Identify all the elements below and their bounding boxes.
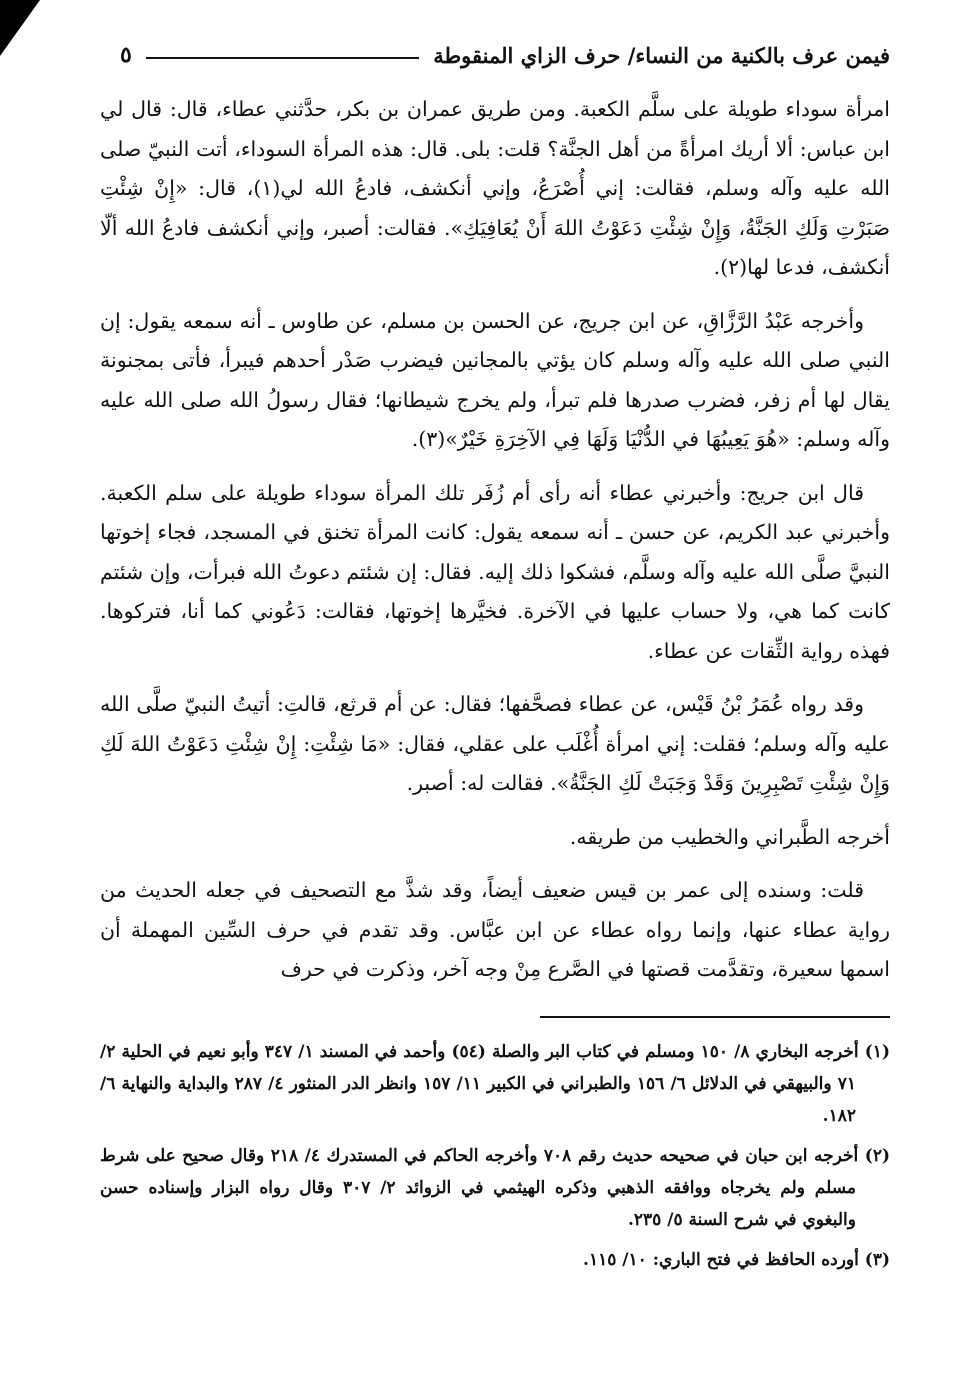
paragraph-3: قال ابن جريج: وأخبرني عطاء أنه رأى أم زُفَر تلك المرأة سوداء طويلة على سلم الكعبة. وأخبرني عبد الكريم، عن حسن ـ أنه سمعه يقول: كانت المرأة تخنق في المسجد، فجاء إخوتها النبيَّ صلَّى الله عليه وآله وسلَّم، فشكوا ذلك إليه. فقال: إن شئتم دعوتُ الله فبرأت، وإن شئتم كانت كما هي، ولا حساب عليها في الآخرة. فخيَّرها إخوتها، فقالت: دَعُوني كما أنا، فتركوها. فهذه رواية الثِّقات عن عطاء.: [100, 480, 890, 663]
paragraph-4: وقد رواه عُمَرُ بْنُ قَيْس، عن عطاء فصحَّفها؛ فقال: عن أم قرثع، قالتِ: أتيتُ النبيّ صلَّى الله عليه وآله وسلم؛ فقلت: إني امرأة أُغْلَب على عقلي، فقال: «مَا شِئْتِ: إِنْ شِئْتِ دَعَوْتُ اللهَ لَكِ وَإِنْ شِئْتِ تَصْبِرِينَ وَقَدْ وَجَبَتْ لَكِ الجَنَّةُ». فقالت له: أصبر.: [100, 692, 890, 795]
footnote-3: (٣) أورده الحافظ في فتح الباري: ١٠/ ١١٥.: [583, 1249, 890, 1270]
paragraph-5: أخرجه الطَّبراني والخطيب من طريقه.: [569, 824, 890, 849]
paragraph-6: قلت: وسنده إلى عمر بن قيس ضعيف أيضاً، وقد شذَّ مع التصحيف في جعله الحديث من رواية عطاء عنها، وإنما رواه عطاء عن ابن عبَّاس. وقد تقدم في حرف السِّين المهملة أن اسمها سعيرة، وتقدَّمت قصتها في الصَّرع مِنْ وجه آخر، وذكرت في حرف: [100, 878, 890, 981]
paragraph-2: وأخرجه عَبْدُ الرَّزَّاقِ، عن ابن جريج، عن الحسن بن مسلم، عن طاوس ـ أنه سمعه يقول: إن النبي صلى الله عليه وآله وسلم كان يؤتي بالمجانين فيضرب صَدْر أحدهم فيبرأ، فأتى بمجنونة يقال لها أم زفر، فضرب صدرها فلم تبرأ، ولم يخرج شيطانها؛ فقال رسولُ الله صلى الله عليه وآله وسلم: «هُوَ يَعِيبُهَا في الدُّنْيَا وَلَهَا فِي الآخِرَةِ خَيْرٌ»(٣).: [100, 308, 890, 451]
book-page: [100, 30, 890, 1284]
footnote-separator: [540, 1016, 890, 1018]
header-title: فيمن عرف بالكنية من النساء/ حرف الزاي المنقوطة: [433, 42, 890, 68]
footnote-2: (٢) أخرجه ابن حبان في صحيحه حديث رقم ٧٠٨ وأخرجه الحاكم في المستدرك ٤/ ٢١٨ وقال صحيح على شرط مسلم ولم يخرجاه ووافقه الذهبي وذكره الهيثمي في الزوائد ٢/ ٣٠٧ وقال رواه البزار وإسناده حسن والبغوي في شرح السنة ٥/ ٢٣٥.: [100, 1145, 890, 1230]
running-header: [100, 30, 890, 80]
footnote-1: (١) أخرجه البخاري ٨/ ١٥٠ ومسلم في كتاب البر والصلة (٥٤) وأحمد في المسند ١/ ٣٤٧ وأبو نعيم في الحلية ٢/ ٧١ والبيهقي في الدلائل ٦/ ١٥٦ والطبراني في الكبير ١١/ ١٥٧ وانظر الدر المنثور ٤/ ٢٨٧ والبداية والنهاية ٦/ ١٨٢.: [100, 1041, 890, 1126]
header-rule: [146, 57, 419, 59]
scan-corner-mark: [0, 0, 40, 56]
page-number: ٥: [120, 42, 132, 68]
paragraph-1: امرأة سوداء طويلة على سلَّم الكعبة. ومن طريق عمران بن بكر، حدَّثني عطاء، قال: قال لي ابن عباس: ألا أريك امرأةً من أهل الجنَّة؟ قلت: بلى. قال: هذه المرأة السوداء، أتت النبيّ صلى الله عليه وآله وسلم، فقالت: إني أُصْرَعُ، وإني أنكشف، فادعُ الله لي(١)، قال: «إِنْ شِئْتِ صَبَرْتِ وَلَكِ الجَنَّةُ، وَإِنْ شِئْتِ دَعَوْتُ اللهَ أَنْ يُعَافِيَكِ». فقالت: أصبر، وإني أنكشف فادعُ الله ألّا أنكشف، فدعا لها(٢).: [100, 97, 890, 279]
